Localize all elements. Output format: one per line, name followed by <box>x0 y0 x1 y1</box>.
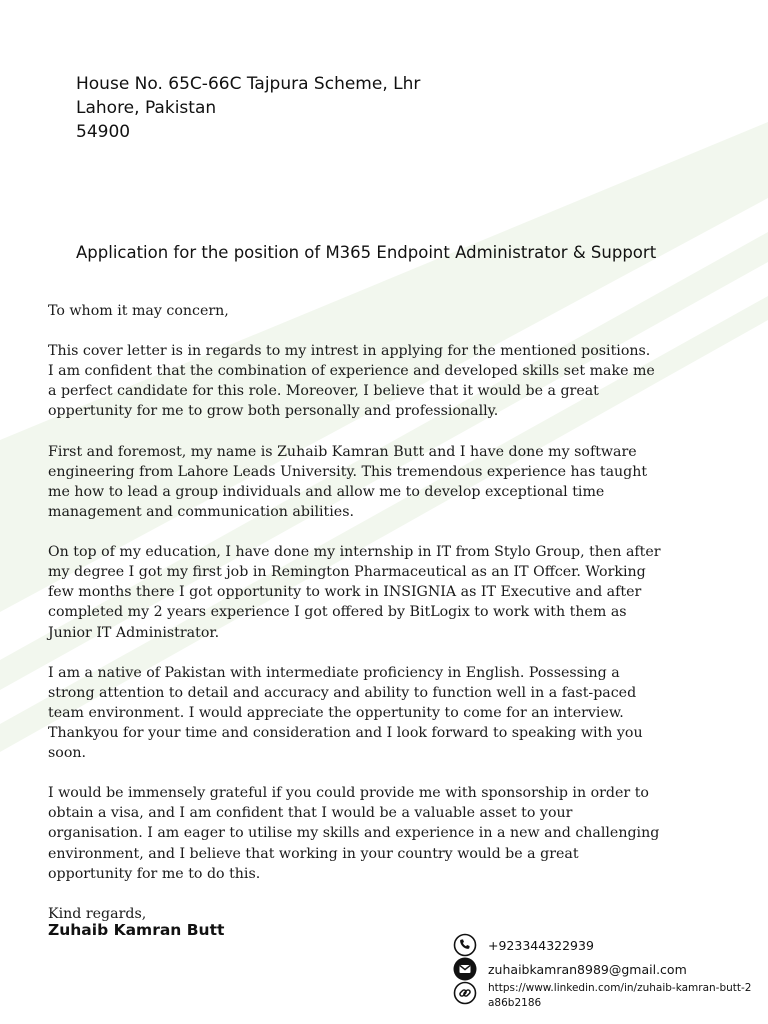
address-line: Lahore, Pakistan <box>76 98 217 118</box>
closing: Kind regards, <box>48 905 147 922</box>
paragraph-line: environment, and I believe that working in your country would be a great <box>48 845 579 862</box>
paragraph-1 <box>48 341 668 421</box>
paragraph-line: opportunity for me to do this. <box>48 865 261 882</box>
contact-email <box>453 957 687 981</box>
paragraph-line: few months there I got opportunity to work in INSIGNIA as IT Executive and after <box>48 584 642 601</box>
linkedin-url[interactable]: https://www.linkedin.com/in/zuhaib-kamran-butt-2a86b2186 <box>488 982 752 1009</box>
paragraph-line: oppertunity for me to grow both personally and professionally. <box>48 403 499 420</box>
address-postcode: 54900 <box>76 122 131 142</box>
paragraph-3 <box>48 542 668 642</box>
phone-number: +923344322939 <box>488 937 594 953</box>
salutation: To whom it may concern, <box>48 303 229 319</box>
phone-icon <box>453 933 477 957</box>
signature-name: Zuhaib Kamran Butt <box>48 921 225 939</box>
paragraph-line: me how to lead a group individuals and allow me to develop exceptional time <box>48 483 605 500</box>
address-line: House No. 65C-66C Tajpura Scheme, Lhr <box>76 74 421 94</box>
sender-address <box>76 72 420 144</box>
paragraph-line: I am a native of Pakistan with intermediate proficiency in English. Possessing a <box>48 664 620 681</box>
contact-phone <box>453 933 594 957</box>
paragraph-line: completed my 2 years experience I got offered by BitLogix to work with them as <box>48 604 627 621</box>
letter-body <box>48 301 668 924</box>
paragraph-line: a perfect candidate for this role. Moreover, I believe that it would be a great <box>48 383 599 400</box>
paragraph-5 <box>48 783 668 883</box>
paragraph-line: This cover letter is in regards to my intrest in applying for the mentioned positions. <box>48 343 651 360</box>
mail-icon <box>453 957 477 981</box>
paragraph-line: I am confident that the combination of experience and developed skills set make me <box>48 363 655 380</box>
paragraph-line: engineering from Lahore Leads University. This tremendous experience has taught <box>48 463 648 480</box>
paragraph-line: First and foremost, my name is Zuhaib Kamran Butt and I have done my software <box>48 443 637 460</box>
link-icon <box>453 981 477 1005</box>
paragraph-line: I would be immensely grateful if you could provide me with sponsorship in order to <box>48 785 649 802</box>
paragraph-line: organisation. I am eager to utilise my skills and experience in a new and challenging <box>48 825 660 842</box>
paragraph-line: Thankyou for your time and consideration and I look forward to speaking with you <box>48 724 643 741</box>
paragraph-line: obtain a visa, and I am confident that I would be a valuable asset to your <box>48 805 573 822</box>
paragraph-line: strong attention to detail and accuracy and ability to function well in a fast-paced <box>48 684 637 701</box>
paragraph-line: management and communication abilities. <box>48 503 354 520</box>
letter-subject: Application for the position of M365 Endpoint Administrator & Support <box>76 243 657 262</box>
email-link[interactable]: zuhaibkamran8989@gmail.com <box>488 961 687 977</box>
paragraph-2 <box>48 442 668 522</box>
paragraph-line: my degree I got my first job in Remington Pharmaceutical as an IT Offcer. Working <box>48 564 646 581</box>
paragraph-line: soon. <box>48 745 87 762</box>
contact-linkedin <box>453 981 753 1011</box>
paragraph-line: Junior IT Administrator. <box>48 624 220 641</box>
paragraph-line: On top of my education, I have done my internship in IT from Stylo Group, then after <box>48 544 661 561</box>
paragraph-line: team environment. I would appreciate the oppertunity to come for an interview. <box>48 704 624 721</box>
paragraph-4 <box>48 663 668 763</box>
